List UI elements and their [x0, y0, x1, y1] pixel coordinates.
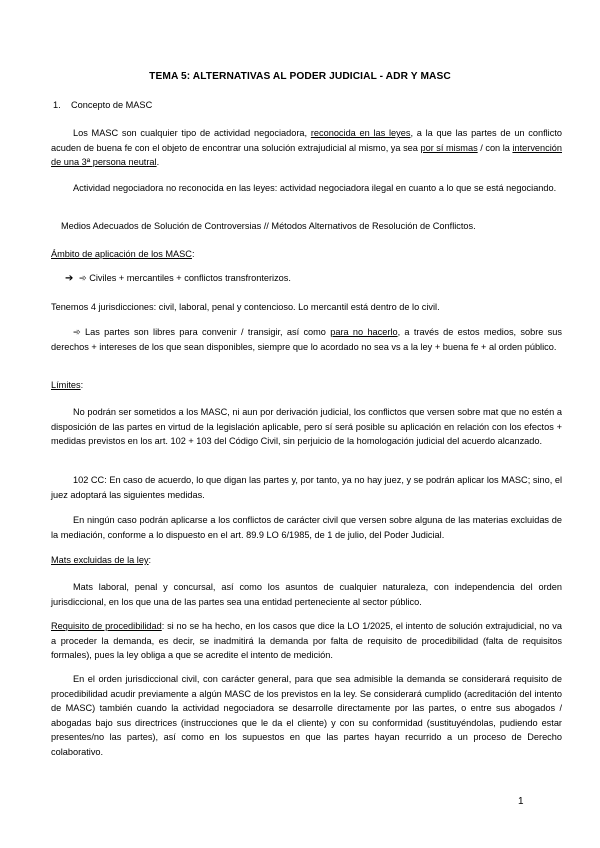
document-title: TEMA 5: ALTERNATIVAS AL PODER JUDICIAL - ADR Y MASC: [149, 71, 451, 82]
paragraph-102-cc: 102 CC: En caso de acuerdo, lo que digan las partes y, por tanto, ya no hay juez, y se podrán aplicar los MASC; sino, el juez adoptará las siguientes medidas.: [51, 475, 562, 500]
paragraph-requisito: [51, 619, 562, 663]
page-number: 1: [518, 796, 524, 807]
paragraph-no-sometidos: No podrán ser sometidos a los MASC, ni aun por derivación judicial, los conflictos que versen sobre mat que no estén a disposición de las partes en virtud de la legislación aplicable, pero sí será posible su aplicación en relación con los efectos + medidas previstos en los art. 102 + 103 del Código Civil, sin perjuicio de la homologación judicial del acuerdo alcanzado.: [51, 407, 562, 447]
paragraph-concepto: [51, 126, 562, 170]
underlined-text: intervención de una 3ª persona neutral: [51, 142, 562, 168]
ambito-list-item: [65, 273, 291, 284]
text-run: , a través de estos medios, sobre sus derechos + intereses de los que sean disponibles, siempre que lo acordado no sea vs a la ley + buena fe + al orden público.: [51, 327, 562, 352]
ambito-heading-text: Ámbito de aplicación de los MASC: [51, 249, 192, 259]
paragraph-no-reconocida: Actividad negociadora no reconocida en las leyes: actividad negociadora ilegal en cuanto a lo que se está negociando.: [73, 183, 557, 193]
limites-heading: [51, 378, 562, 393]
mats-heading: [51, 553, 562, 568]
paragraph-orden-civil: En el orden jurisdiccional civil, con carácter general, para que sea admisible la demanda se considerará requisito de procedibilidad acudir previamente a algún MASC de los previstos en la ley. Se considerará cumplido (acreditación del intento de MASC) también cuando la actividad negociadora se desarrolle directamente por las partes, o entre sus abogados / abogadas bajo sus directrices (instrucciones que le da el cliente) y con su conformidad (sustituyéndolas, pudiendo estar presentes/no las partes), así como en los supuestos en que las partes hayan recurrido a un proceso de Derecho colaborativo.: [51, 674, 562, 757]
paragraph-ningun-caso: En ningún caso podrán aplicarse a los conflictos de carácter civil que versen sobre alguna de las materias excluidas de la mediación, conforme a lo dispuesto en el art. 89.9 LO 6/1985, de 1 de julio, del Poder Judicial.: [51, 515, 562, 540]
section-label: Concepto de MASC: [71, 100, 153, 110]
text-run: .: [156, 157, 160, 168]
text-run: , a la que las partes de un conflicto acuden de buena fe con el objeto de encontrar una solución extrajudicial al mismo, ya sea: [51, 128, 562, 153]
heading-colon: :: [80, 380, 84, 390]
underlined-text: Requisito de procedibilidad: [51, 621, 162, 631]
paragraph-mats-excluidas: Mats laboral, penal y concursal, así como los asuntos de cualquier naturaleza, con independencia del orden jurisdiccional, en los que una de las partes sea una entidad perteneciente al sector público.: [51, 582, 562, 607]
text-run: Los MASC son cualquier tipo de actividad negociadora,: [73, 128, 311, 138]
paragraph-partes-libres: [51, 325, 562, 354]
text-run: : si no se ha hecho, en los casos que dice la LO 1/2025, el intento de solución extrajudicial, no va a proceder la demanda, es decir, se inadmitirá la demanda por falta de requisito de procedibilidad (falta de requisitos formales), pues la ley obliga a que se acredite el intento de medición.: [51, 621, 562, 661]
section-number: 1.: [53, 100, 61, 110]
text-run: ➾ Las partes son libres para convenir / transigir, así como: [73, 327, 331, 337]
section-heading: [53, 100, 152, 110]
arrow-right-icon: ➔: [65, 273, 74, 284]
paragraph-jurisdicciones: Tenemos 4 jurisdicciones: civil, laboral, penal y contencioso. Lo mercantil está dentro de lo civil.: [51, 302, 440, 312]
ambito-heading: [51, 247, 562, 262]
underlined-text: para no hacerlo: [330, 327, 398, 337]
paragraph-masc-definition: Medios Adecuados de Solución de Controversias // Métodos Alternativos de Resolución de Conflictos.: [61, 221, 476, 231]
text-run: / con la: [477, 142, 513, 153]
heading-colon: :: [191, 249, 195, 259]
limites-heading-text: Límites: [51, 380, 81, 390]
heading-colon: :: [148, 555, 152, 565]
ambito-item-text: ➾ Civiles + mercantiles + conflictos transfronterizos.: [79, 273, 291, 283]
underlined-text: reconocida en las leyes: [310, 128, 411, 138]
mats-heading-text: Mats excluidas de la ley: [51, 555, 149, 565]
underlined-text: por sí mismas: [420, 142, 478, 153]
